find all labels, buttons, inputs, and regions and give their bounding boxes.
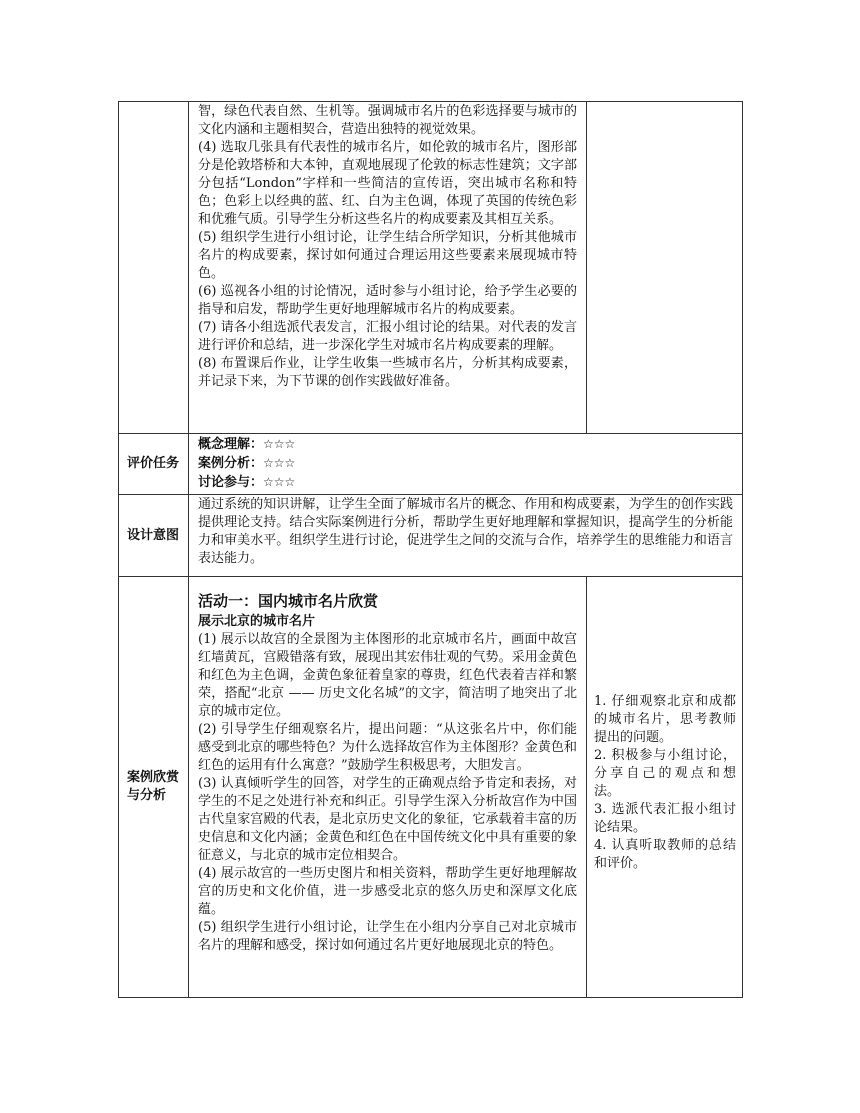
evaluation-content (189, 434, 743, 495)
process-paragraph: (7) 请各小组选派代表发言，汇报小组讨论的结果。对代表的发言进行评价和总结，进一步深化学生对城市名片构成要素的理解。 (198, 320, 577, 353)
evaluation-row (119, 434, 743, 495)
design-intent-label: 设计意图 (119, 495, 189, 577)
case-paragraph: (3) 认真倾听学生的回答，对学生的正确观点给予肯定和表扬，对学生的不足之处进行补充和纠正。引导学生深入分析故宫作为中国古代皇家宫殿的代表，是北京历史文化的象征，它承载着丰富的历史信息和文化内涵；金黄色和红色在中国传统文化中具有重要的象征意义，与北京的城市定位相契合。 (198, 776, 577, 863)
student-activity-item: 1. 仔细观察北京和成都的城市名片，思考教师提出的问题。 (594, 694, 736, 745)
case-paragraph: (2) 引导学生仔细观察名片，提出问题：“从这张名片中，你们能感受到北京的哪些特色？为什么选择故宫作为主体图形？金黄色和红色的运用有什么寓意？”鼓励学生积极思考，大胆发言。 (198, 722, 577, 773)
process-paragraph: (8) 布置课后作业，让学生收集一些城市名片，分析其构成要素，并记录下来，为下节课的创作实践做好准备。 (198, 356, 577, 389)
design-intent-content (189, 495, 743, 577)
star-rating: ☆☆☆ (263, 456, 296, 470)
case-analysis-label: 案例欣赏与分析 (119, 577, 189, 998)
star-rating: ☆☆☆ (263, 437, 296, 451)
evaluation-item-name: 案例分析： (198, 456, 264, 471)
star-rating: ☆☆☆ (263, 475, 296, 489)
case-paragraph: (4) 展示故宫的一些历史图片和相关资料，帮助学生更好地理解故宫的历史和文化价值，进一步感受北京的悠久历史和深厚文化底蕴。 (198, 866, 577, 917)
design-intent-row (119, 495, 743, 577)
evaluation-item (198, 454, 733, 473)
process-paragraph: (5) 组织学生进行小组讨论，让学生结合所学知识，分析其他城市名片的构成要素，探讨如何通过合理运用这些要素来展现城市特色。 (198, 230, 577, 281)
case-paragraph: (5) 组织学生进行小组讨论，让学生在小组内分享自己对北京城市名片的理解和感受，探讨如何通过名片更好地展现北京的特色。 (198, 920, 577, 953)
lesson-plan-table (118, 101, 743, 998)
student-activity-item: 2. 积极参与小组讨论，分享自己的观点和想法。 (594, 748, 736, 799)
evaluation-item-name: 讨论参与： (198, 475, 264, 490)
section-subtitle: 展示北京的城市名片 (198, 614, 316, 629)
student-activity-cell-empty (587, 102, 743, 434)
process-paragraph: 智，绿色代表自然、生机等。强调城市名片的色彩选择要与城市的文化内涵和主题相契合，营造出独特的视觉效果。 (198, 104, 577, 137)
teaching-process-row (119, 102, 743, 434)
student-activity-item: 3. 选派代表汇报小组讨论结果。 (594, 802, 736, 835)
evaluation-item (198, 473, 733, 492)
case-analysis-row (119, 577, 743, 998)
process-paragraph: (6) 巡视各小组的讨论情况，适时参与小组讨论，给予学生必要的指导和启发，帮助学生更好地理解城市名片的构成要素。 (198, 284, 577, 317)
process-paragraph: (4) 选取几张具有代表性的城市名片，如伦敦的城市名片，图形部分是伦敦塔桥和大本钟，直观地展现了伦敦的标志性建筑；文字部分包括“London”字样和一些简洁的宣传语，突出城市名称和特色；色彩上以经典的蓝、红、白为主色调，体现了英国的传统色彩和优雅气质。引导学生分析这些名片的构成要素及其相互关系。 (198, 140, 577, 227)
evaluation-label: 评价任务 (119, 434, 189, 495)
student-activity-item: 4. 认真听取教师的总结和评价。 (594, 838, 736, 871)
case-analysis-content (189, 577, 587, 998)
activity-title: 活动一：国内城市名片欣赏 (198, 592, 379, 610)
evaluation-item (198, 435, 733, 454)
evaluation-item-name: 概念理解： (198, 437, 264, 452)
teaching-process-label-cell (119, 102, 189, 434)
student-activity-list (594, 578, 736, 873)
teaching-process-content (189, 102, 587, 434)
student-activity-cell (587, 577, 743, 998)
case-paragraph: (1) 展示以故宫的全景图为主体图形的北京城市名片，画面中故宫红墙黄瓦，宫殿错落有致，展现出其宏伟壮观的气势。采用金黄色和红色为主色调，金黄色象征着皇家的尊贵，红色代表着吉祥和繁荣，搭配“北京 —— 历史文化名城”的文字，简洁明了地突出了北京的城市定位。 (198, 632, 577, 719)
design-intent-text: 通过系统的知识讲解，让学生全面了解城市名片的概念、作用和构成要素，为学生的创作实践提供理论支持。结合实际案例进行分析，帮助学生更好地理解和掌握知识，提高学生的分析能力和审美水平。组织学生进行讨论，促进学生之间的交流与合作，培养学生的思维能力和语言表达能力。 (198, 497, 733, 566)
